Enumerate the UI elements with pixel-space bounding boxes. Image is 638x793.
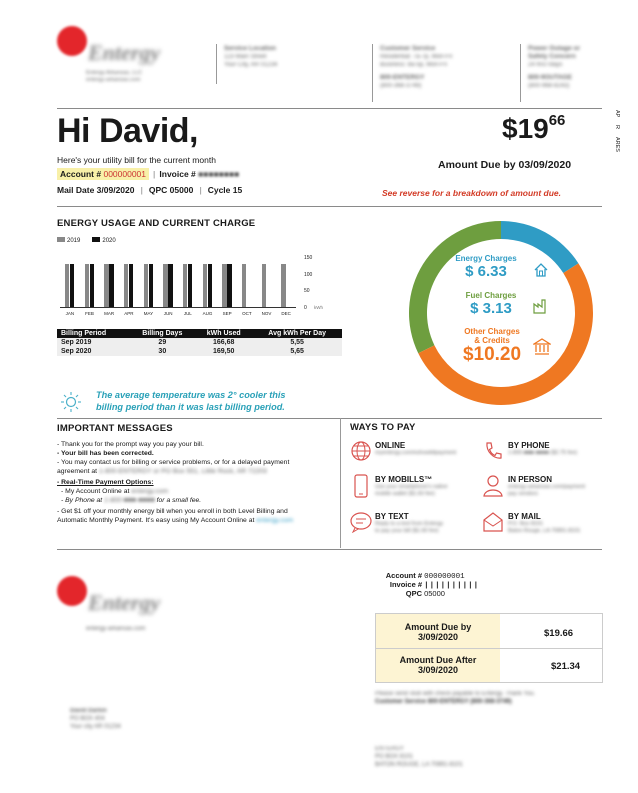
message-item: - Real-Time Payment Options: [57, 479, 154, 486]
y-tick-label: 100 [304, 271, 313, 278]
cycle: Cycle 15 [207, 185, 243, 195]
x-tick-label: NOV [261, 311, 272, 316]
mail-date: Mail Date 3/09/2020 [57, 185, 135, 195]
account-line: Account # 000000001 | Invoice # ■■■■■■■■ [57, 168, 239, 180]
bar-2020-jan [70, 264, 75, 307]
message-item: - Thank you for the prompt way you pay your bill. [57, 441, 204, 448]
bar-2019-mar [104, 264, 109, 307]
bar-2019-jan [65, 264, 70, 307]
x-tick-label: MAY [143, 311, 154, 316]
x-tick-label: DEC [281, 311, 291, 316]
bar-2020-may [149, 264, 154, 307]
bar-2020-feb [90, 264, 95, 307]
legend-2020: 2020 [92, 237, 115, 244]
pay-by-phone[interactable]: BY PHONE 1-800-■■■-■■■■ ($2.75 fee) [508, 441, 578, 456]
text-bubble-icon [349, 511, 373, 533]
table-row: Sep 2019 29 166,68 5,55 [57, 338, 342, 347]
factory-icon [533, 298, 549, 314]
invoice-number: Invoice # ■■■■■■■■ [159, 169, 240, 179]
globe-icon [350, 440, 372, 462]
stub-amount-box [375, 613, 603, 683]
message-item: - You may contact us for billing or service problems, or for a delayed payment agreement at 1-800-ENTERGY or PO Box 551, Little Rock, AR 72203 [57, 459, 290, 475]
y-tick-label: 50 [304, 288, 310, 295]
bar-2020-jun [168, 264, 173, 307]
bar-2019-oct [242, 264, 247, 307]
mobile-icon [352, 474, 370, 498]
house-icon [533, 262, 549, 278]
entergy-link[interactable]: entergy.com [256, 517, 294, 524]
bar-2020-aug [208, 264, 213, 307]
x-tick-label: AUG [202, 311, 213, 316]
due-by-label: Amount Due by 3/09/2020 [404, 622, 472, 642]
col-avg-kwh: Avg kWh Per Day [252, 329, 342, 338]
chart-x-axis [60, 311, 296, 319]
amount-due-big: $\$19^{66}$ [502, 112, 566, 144]
ways-to-pay-title: WAYS TO PAY [350, 422, 416, 433]
remit-address: ENTERGY PO BOX 8101 BATON ROUGE, LA 70891-8101 [375, 746, 463, 768]
x-tick-label: SEP [222, 311, 232, 316]
pay-by-text[interactable]: BY TEXT Reply to a text from Entergy to pay your bill ($1.60 fee) [375, 512, 444, 534]
y-tick-label: 150 [304, 255, 313, 261]
stub-logo-mark [57, 576, 87, 606]
x-tick-label: JUL [183, 311, 192, 316]
bar-2020-jul [188, 264, 193, 307]
x-tick-label: JAN [65, 311, 75, 316]
other-charges: Other Charges & Credits $10.20 [462, 327, 522, 365]
logo-wordmark: Entergy [88, 40, 161, 65]
chart-unit: kWh [314, 305, 323, 310]
service-location: Service Location 123 Main Street Your City, AR 01234 [224, 45, 278, 68]
customer-service: Customer Service Residential: 7a-7p, Mon-Fri Business: 8a-5p, Mon-Fri 800-ENTERGY (800-368-3749) [380, 45, 453, 89]
temperature-note: The average temperature was 2° cooler this billing period than it was last billing period. [96, 390, 286, 412]
phone-icon [482, 440, 504, 462]
pay-by-mail[interactable]: BY MAIL P.O. Box 8101 Baton Rouge, LA 70891-8101 [508, 512, 581, 534]
stub-logo-subtext: entergy-arkansas.com [86, 626, 146, 632]
sun-icon [60, 391, 82, 413]
usage-section-title: ENERGY USAGE AND CURRENT CHARGE [57, 218, 256, 229]
bar-2019-may [144, 264, 149, 307]
bar-2019-jun [163, 264, 168, 307]
x-tick-label: MAR [104, 311, 115, 316]
message-item: - My Account Online at entergy.com [61, 488, 169, 495]
usage-bar-chart [60, 258, 296, 308]
logo-subtext: Entergy Arkansas, LLC entergy-arkansas.com [86, 70, 143, 83]
pay-online[interactable]: ONLINE myentergy.com/eshowbilpayment [375, 441, 457, 456]
bar-2020-sep [227, 264, 232, 307]
due-by-amount: $19.66 [544, 628, 574, 639]
pay-in-person[interactable]: IN PERSON entergy-arkansas.com/payment pay vendors [508, 475, 586, 497]
billing-period-table [57, 329, 342, 356]
bill-subtitle: Here's your utility bill for the current month [57, 155, 216, 165]
bar-2019-nov [262, 264, 267, 307]
bar-2019-dec [281, 264, 286, 307]
due-after-label: Amount Due After 3/09/2020 [399, 655, 477, 675]
col-billing-days: Billing Days [130, 329, 196, 338]
mail-line: Mail Date 3/09/2020 | QPC 05000 | Cycle 15 [57, 185, 243, 195]
logo-mark [57, 26, 87, 56]
bank-icon [533, 338, 551, 356]
messages-title: IMPORTANT MESSAGES [57, 423, 173, 434]
bar-2019-apr [124, 264, 129, 307]
bar-2019-feb [85, 264, 90, 307]
energy-charges: Energy Charges $ 6.33 [455, 254, 517, 280]
col-billing-period: Billing Period [57, 329, 130, 338]
stub-logo-wordmark: Entergy [88, 590, 161, 615]
due-after-amount: $21.34 [551, 661, 581, 672]
account-number: Account # 000000001 [57, 168, 149, 180]
x-tick-label: JUN [163, 311, 173, 316]
stub-instructions: Please send stub with check payable to Entergy. Thank You. Customer Service 800-ENTERGY (800-368-3749) [375, 691, 536, 705]
see-reverse-note: See reverse for a breakdown of amount due. [382, 188, 562, 198]
customer-address: David Darkin PO BOX 404 Your city AR 01234 [70, 708, 121, 730]
mail-icon [482, 511, 504, 533]
stub-ids: Account # 000000001 Invoice # |||||||||| QPC 05000 [385, 571, 480, 598]
messages-list [57, 440, 339, 525]
y-tick-label: 0 [304, 305, 307, 311]
bar-2019-aug [203, 264, 208, 307]
message-item: - Get $1 off your monthly energy bill when you enroll in both Level Billing and Automatic Monthly Payment. It's easy using My Account Online at entergy.com [57, 508, 294, 524]
power-outage: Power Outage or Safety Concern 24 hrs/7days 800-9OUTAGE (800-968-8243) [528, 45, 581, 89]
message-item: - Your bill has been corrected. [57, 450, 154, 457]
message-item: - By Phone at 1-800-■■■-■■■■ for a small fee. [61, 497, 202, 504]
chart-legend [57, 237, 116, 244]
bar-2020-mar [109, 264, 114, 307]
x-tick-label: FEB [85, 311, 94, 316]
person-icon [482, 474, 504, 498]
chart-y-axis [304, 255, 330, 311]
amount-due-by: Amount Due by 03/09/2020 [438, 159, 572, 171]
bar-2020-apr [129, 264, 134, 307]
qpc-code: QPC 05000 [148, 185, 194, 195]
table-row: Sep 2020 30 169,50 5,65 [57, 347, 342, 356]
account-online-link[interactable]: entergy.com [131, 488, 169, 495]
pay-by-mobills[interactable]: BY MOBILLS™ Use your smartphone's native mobile wallet ($1.60 fee) [375, 475, 448, 497]
greeting: Hi David, [57, 112, 198, 150]
fuel-charges: Fuel Charges $ 3.13 [465, 291, 517, 317]
col-kwh-used: kWh Used [195, 329, 252, 338]
side-codes: AP R ARES [614, 110, 620, 153]
bar-2019-jul [183, 264, 188, 307]
legend-2019: 2019 [57, 237, 80, 244]
x-tick-label: APR [124, 311, 134, 316]
x-tick-label: OCT [242, 311, 252, 316]
bar-2019-sep [222, 264, 227, 307]
